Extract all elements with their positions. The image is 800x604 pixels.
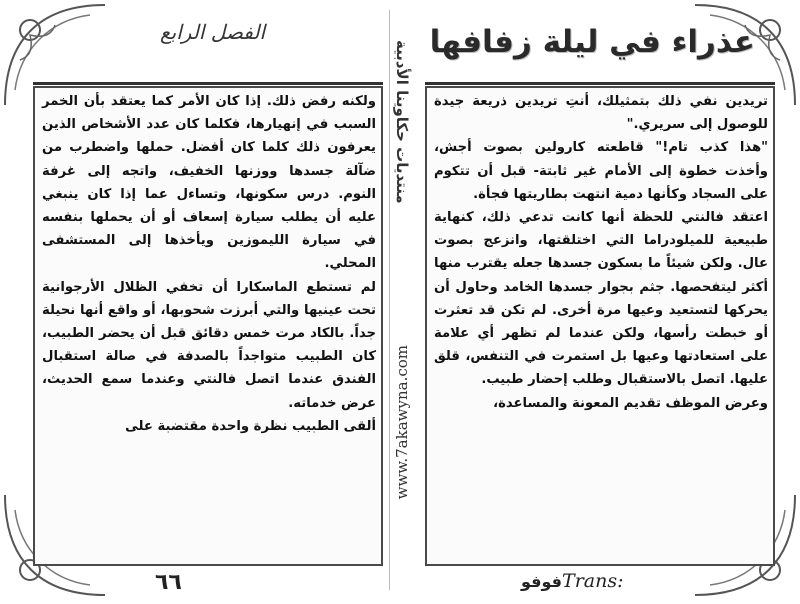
paragraph: وعرض الموظف تقديم المعونة والمساعدة، <box>493 395 768 411</box>
page-spine <box>389 10 390 590</box>
site-url-vertical <box>393 345 417 565</box>
forum-name-vertical <box>393 40 417 340</box>
paragraph: اعتقد فالنتي للحظة أنها كانت تدعي ذلك، كنهاية طبيعية للميلودراما التي اختلقتها، وانزعج بصوت عال. ولكن شيئاً ما بسكون جسدها جعله يقترب منها أكثر ليتفحصها. جثم بجوار جسدها الخامد وحاول أن يحركها لتستعيد وعيها مرة أخرى. لم تكن قد تعثرت أو خبطت رأسها، ولكن عندما لم تظهر أي علامة على استعادتها وعيها بل استمرت في التنفس، قلق عليها. اتصل بالاستقبال وطلب إحضار طبيب. <box>434 210 768 388</box>
forum-name: منتديات حكاوينا الأدبية <box>393 40 411 204</box>
paragraph: تريدين نفي ذلك بتمثيلك، أنتِ تريدين ذريعة جيدة للوصول إلى سريري." <box>434 94 768 133</box>
paragraph: "هذا كذب تام!" قاطعته كارولين بصوت أجش، وأخذت خطوة إلى الأمام غير ثابتة- قبل أن تتكوم على السجاد وكأنها دمية انتهت بطاريتها فجأة. <box>434 140 768 202</box>
header-rule-right <box>425 82 775 85</box>
site-url: www.7akawyna.com <box>393 345 411 500</box>
translator-credit <box>515 570 624 592</box>
paragraph: ولكنه رفض ذلك. إذا كان الأمر كما يعتقد بأن الخمر السبب في إنهيارها، فكلما كان عدد الأشخاص الذين يعرفون ذلك كلما كان أفضل. حملها واضطرب من ضآلة جسدها ووزنها الخفيف، واتجه إلى غرفة النوم. درس سكونها، وتساءل عما إذا كان ينبغي عليه أن يطلب سيارة إسعاف أو أن يحملها بنفسه في سيارة الليموزين ويأخذها إلى المستشفى المحلي. <box>42 94 376 272</box>
translator-name: فوفو <box>521 572 563 591</box>
chapter-title: الفصل الرابع <box>160 20 266 44</box>
paragraph: لم تستطع الماسكارا أن تخفي الظلال الأرجوانية تحت عينيها والتي أبرزت شحوبها، أو واقع أنها نحيلة جداً. بالكاد مرت خمس دقائق قبل أن يحضر الطبيب، كان الطبيب متواجداً بالصدفة في صالة استقبال الفندق عندما اتصل فالنتي وعندما سمع الحديث، عرض خدماته. <box>42 279 376 411</box>
book-title: عذراء في ليلة زفافها <box>429 24 755 60</box>
left-page-text <box>42 90 376 438</box>
header-rule-left <box>33 82 383 85</box>
paragraph: ألقى الطبيب نظرة واحدة مقتضبة على <box>125 418 376 434</box>
right-page-text <box>434 90 768 415</box>
page-number: ٦٦ <box>155 570 182 595</box>
trans-label: Trans: <box>562 570 624 592</box>
